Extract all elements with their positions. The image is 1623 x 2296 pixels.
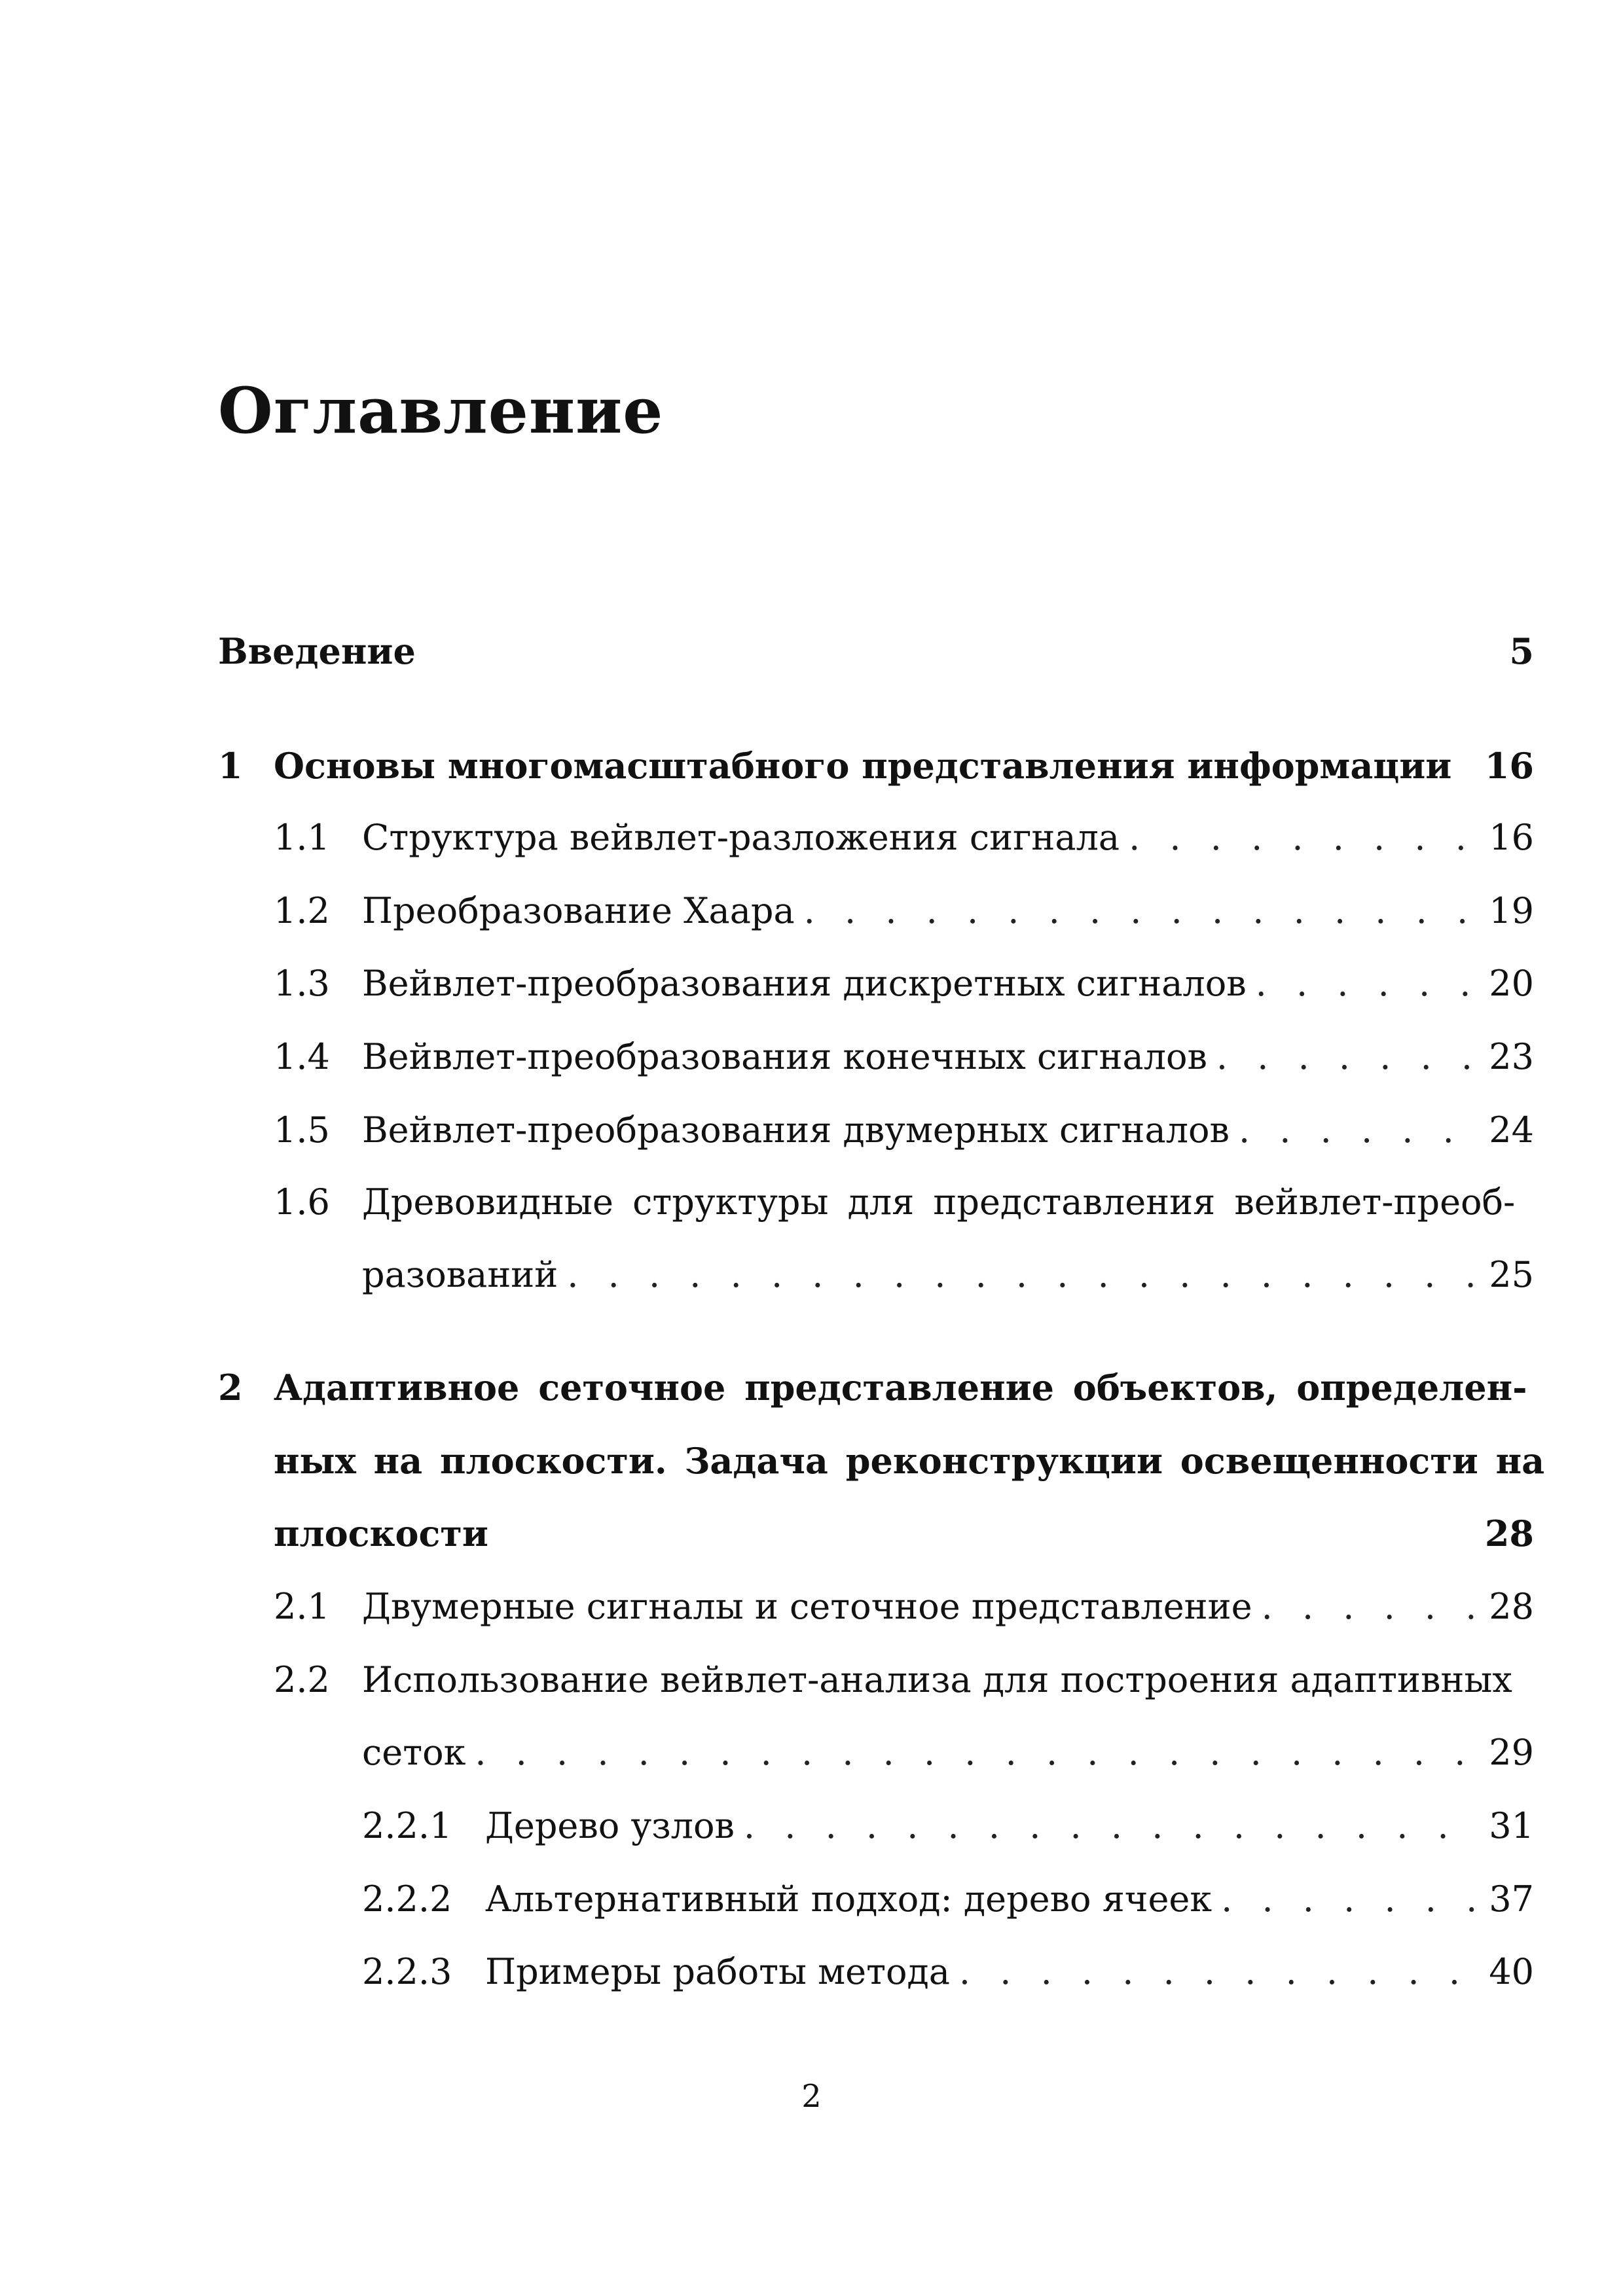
toc-section-label: Двумерные сигналы и сеточное представление	[362, 1586, 1252, 1627]
toc-leader-dots	[804, 885, 1475, 937]
toc-entry-page: 5	[1509, 630, 1534, 672]
toc-chapter-2-end[interactable]	[274, 1507, 1534, 1560]
toc-section-label: Вейвлет-преобразования двумерных сигналов	[362, 1109, 1230, 1151]
toc-subsection-page: 37	[1489, 1878, 1534, 1920]
toc-entry-label: Введение	[218, 630, 416, 672]
toc-section-label: Вейвлет-преобразования дискретных сигналов	[362, 963, 1247, 1004]
toc-chapter-2[interactable]	[218, 1361, 1527, 1414]
toc-section-label: Использование вейвлет-анализа для построения адаптивных	[362, 1659, 1512, 1700]
toc-section-number: 1.4	[274, 1036, 330, 1077]
toc-chapter-2-cont[interactable]	[274, 1435, 1544, 1487]
toc-section-2-2[interactable]	[274, 1654, 1512, 1706]
toc-section-label: Структура вейвлет-разложения сигнала	[362, 817, 1120, 858]
toc-chapter-page: 28	[1484, 1513, 1534, 1554]
toc-chapter-number: 2	[218, 1367, 243, 1408]
toc-section-1-3[interactable]	[274, 958, 1534, 1010]
toc-entry-intro[interactable]	[218, 625, 1534, 677]
toc-leader-dots	[1216, 1031, 1475, 1083]
toc-subsection-page: 40	[1489, 1951, 1534, 1992]
toc-section-number: 1.6	[274, 1181, 330, 1223]
toc-section-1-5[interactable]	[274, 1104, 1534, 1157]
toc-chapter-label-cont: ных на плоскости. Задача реконструкции освещенности на	[274, 1440, 1545, 1482]
toc-section-page: 28	[1489, 1586, 1534, 1627]
page-number: 2	[801, 2078, 822, 2115]
toc-subsection-page: 31	[1489, 1805, 1534, 1846]
toc-leader-dots	[1262, 1581, 1475, 1633]
toc-section-number: 2.1	[274, 1586, 330, 1627]
toc-subsection-number: 2.2.3	[362, 1951, 452, 1992]
toc-section-label: Преобразование Хаара	[362, 890, 795, 931]
toc-section-2-1[interactable]	[274, 1581, 1534, 1633]
toc-chapter-1[interactable]	[218, 740, 1534, 792]
toc-section-page: 23	[1489, 1036, 1534, 1077]
toc-section-page: 20	[1489, 963, 1534, 1004]
toc-section-number: 1.1	[274, 817, 330, 858]
toc-subsection-label: Дерево узлов	[485, 1805, 735, 1846]
toc-leader-dots	[1256, 958, 1475, 1010]
toc-section-page: 25	[1489, 1254, 1534, 1295]
toc-leader-dots	[567, 1249, 1475, 1301]
toc-section-1-4[interactable]	[274, 1031, 1534, 1083]
toc-section-number: 2.2	[274, 1659, 330, 1700]
toc-leader-dots	[1239, 1104, 1475, 1157]
toc-section-2-2-cont[interactable]	[362, 1727, 1534, 1779]
toc-section-label: Древовидные структуры для представления вейвлет-преоб-	[362, 1181, 1516, 1223]
toc-subsection-number: 2.2.1	[362, 1805, 452, 1846]
toc-chapter-label: Основы многомасштабного представления информации	[274, 745, 1452, 787]
toc-leader-dots	[475, 1727, 1475, 1779]
toc-subsection-2-2-1[interactable]	[362, 1800, 1534, 1852]
page-title: Оглавление	[218, 374, 664, 448]
toc-section-page: 16	[1489, 817, 1534, 858]
toc-leader-dots	[744, 1800, 1475, 1852]
toc-section-1-1[interactable]	[274, 812, 1534, 864]
toc-leader-dots	[1221, 1873, 1475, 1926]
toc-section-label-cont: разований	[362, 1254, 558, 1295]
toc-leader-dots	[959, 1946, 1475, 1998]
toc-section-1-2[interactable]	[274, 885, 1534, 937]
toc-section-1-6-cont[interactable]	[362, 1249, 1534, 1301]
toc-leader-dots	[1129, 812, 1475, 864]
toc-section-number: 1.3	[274, 963, 330, 1004]
toc-section-label-cont: сеток	[362, 1732, 466, 1773]
toc-subsection-2-2-3[interactable]	[362, 1946, 1534, 1998]
toc-section-page: 24	[1489, 1109, 1534, 1151]
toc-subsection-label: Альтернативный подход: дерево ячеек	[485, 1878, 1213, 1920]
toc-section-number: 1.2	[274, 890, 330, 931]
toc-section-page: 19	[1489, 890, 1534, 931]
toc-chapter-number: 1	[218, 745, 243, 787]
toc-chapter-page: 16	[1484, 745, 1534, 787]
toc-subsection-label: Примеры работы метода	[485, 1951, 950, 1992]
toc-chapter-label: Адаптивное сеточное представление объектов, определен-	[274, 1367, 1527, 1408]
toc-subsection-number: 2.2.2	[362, 1878, 452, 1920]
toc-section-number: 1.5	[274, 1109, 330, 1151]
toc-chapter-label-cont: плоскости	[274, 1513, 488, 1554]
toc-section-label: Вейвлет-преобразования конечных сигналов	[362, 1036, 1207, 1077]
toc-subsection-2-2-2[interactable]	[362, 1873, 1534, 1926]
toc-section-page: 29	[1489, 1732, 1534, 1773]
toc-section-1-6[interactable]	[274, 1176, 1516, 1229]
